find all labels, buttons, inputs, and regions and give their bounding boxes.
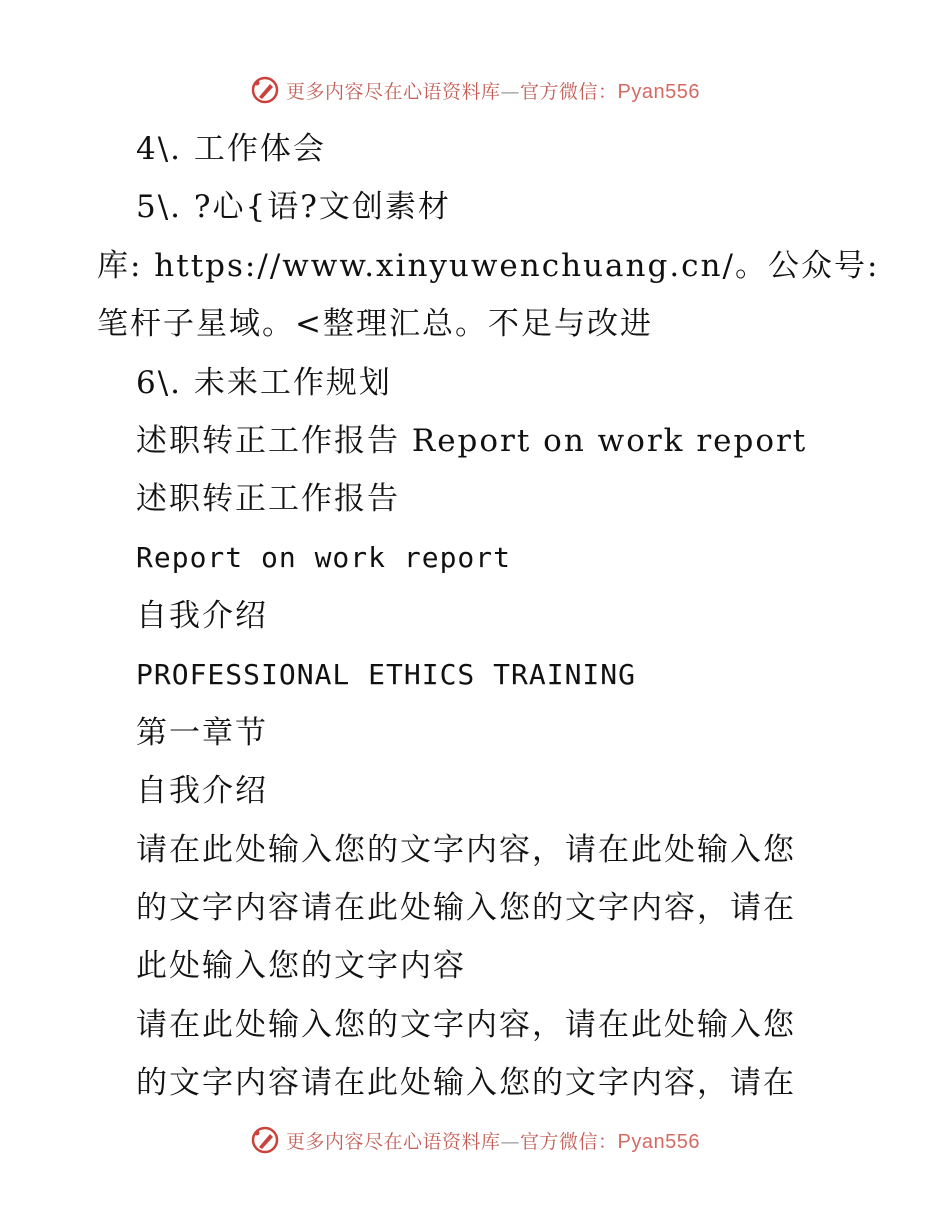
header-wechat-id: Pyan556 bbox=[617, 80, 700, 103]
pen-nib-logo-icon bbox=[250, 75, 280, 105]
text-line: 库: https://www.xinyuwenchuang.cn/。公众号: bbox=[97, 247, 880, 284]
page-footer-banner bbox=[0, 1120, 950, 1160]
text-line: 的文字内容请在此处输入您的文字内容，请在 bbox=[136, 890, 796, 927]
text-line: 第一章节 bbox=[136, 714, 268, 751]
text-line: 请在此处输入您的文字内容，请在此处输入您 bbox=[136, 831, 796, 868]
header-site-text: 更多内容尽在心语资料库 bbox=[286, 80, 501, 103]
footer-wechat-id: Pyan556 bbox=[617, 1130, 700, 1153]
document-body bbox=[0, 120, 950, 1113]
footer-site-text: 更多内容尽在心语资料库 bbox=[286, 1130, 501, 1153]
header-wechat-label: 官方微信： bbox=[520, 80, 618, 103]
text-line: 5\. ?心{语?文创素材 bbox=[136, 189, 451, 226]
header-text bbox=[286, 77, 700, 104]
text-line: PROFESSIONAL ETHICS TRAINING bbox=[136, 657, 637, 691]
text-line: 的文字内容请在此处输入您的文字内容，请在 bbox=[136, 1065, 796, 1102]
footer-text bbox=[286, 1127, 700, 1154]
text-line: 述职转正工作报告 Report on work report bbox=[136, 422, 808, 459]
text-line: 述职转正工作报告 bbox=[136, 481, 400, 518]
text-line: 4\. 工作体会 bbox=[136, 131, 326, 167]
text-line: 自我介绍 bbox=[136, 598, 268, 635]
text-line: 笔杆子星域。<整理汇总。不足与改进 bbox=[97, 306, 653, 343]
footer-separator: — bbox=[500, 1130, 521, 1153]
header-separator: — bbox=[500, 80, 521, 103]
text-line: 请在此处输入您的文字内容，请在此处输入您 bbox=[136, 1006, 796, 1043]
footer-wechat-label: 官方微信： bbox=[520, 1130, 618, 1153]
text-line: 6\. 未来工作规划 bbox=[136, 364, 392, 401]
text-line: 自我介绍 bbox=[136, 773, 268, 810]
text-line: 此处输入您的文字内容 bbox=[136, 948, 466, 985]
pen-nib-logo-icon bbox=[250, 1125, 280, 1155]
page-header-banner bbox=[0, 70, 950, 110]
text-line: Report on work report bbox=[136, 540, 512, 574]
